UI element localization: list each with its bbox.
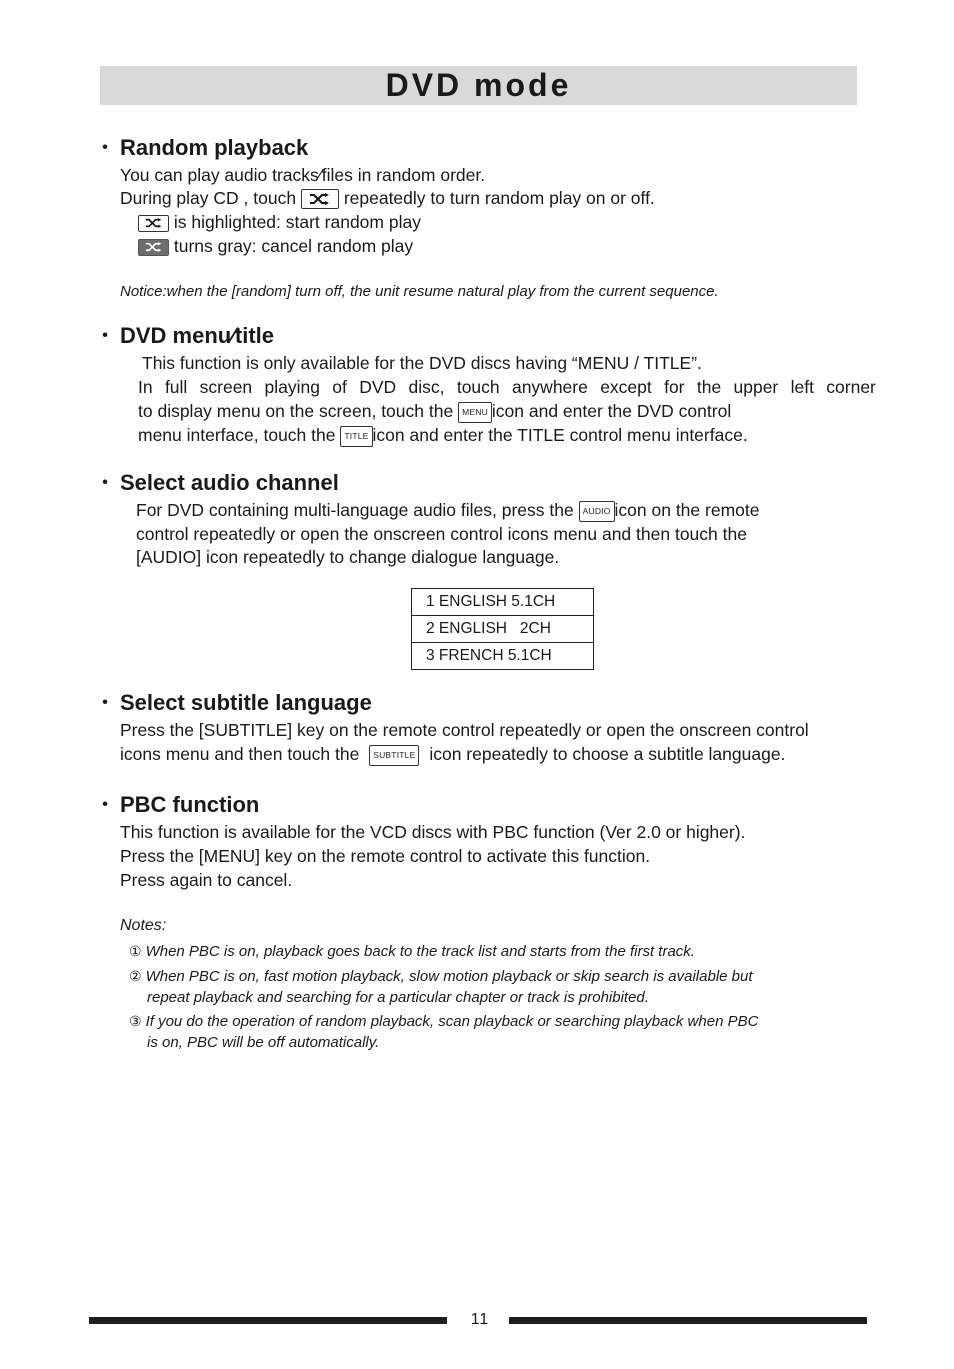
audio-icon: AUDIO: [579, 501, 615, 522]
dvd-menu-line-4-post: icon and enter the TITLE control menu interface.: [372, 425, 748, 445]
title-bar: [100, 66, 857, 105]
note-3-cont: is on, PBC will be off automatically.: [147, 1034, 380, 1051]
dvd-menu-line-1: This function is only available for the DVD discs having “MENU / TITLE”.: [142, 353, 702, 373]
word: full: [164, 377, 188, 397]
dvd-menu-line-2: [138, 375, 876, 399]
page-number: 11: [470, 1311, 490, 1328]
word: DVD: [359, 377, 397, 397]
word: the: [696, 377, 722, 397]
word: screen: [199, 377, 253, 397]
subtitle-line-2: [120, 742, 785, 766]
word: except: [600, 377, 652, 397]
note-text: When PBC is on, playback goes back to the track list and starts from the first track.: [145, 943, 695, 960]
subtitle-line-2-post: icon repeatedly to choose a subtitle language.: [429, 744, 786, 764]
word: In: [138, 377, 153, 397]
random-line-2-pre: During play CD , touch: [120, 188, 297, 208]
page-title: DVD mode: [385, 67, 572, 103]
bullet: •: [102, 474, 108, 491]
random-off-text: turns gray: cancel random play: [173, 236, 414, 256]
audio-line-3: [AUDIO] icon repeatedly to change dialogue language.: [136, 547, 560, 567]
random-line-1: You can play audio tracks⁄files in random order.: [120, 165, 486, 185]
random-on-line: [138, 210, 421, 234]
menu-icon: MENU: [458, 402, 492, 423]
subtitle-icon: SUBTITLE: [369, 745, 419, 766]
random-line-2: [120, 186, 655, 210]
bullet: •: [102, 694, 108, 711]
note-3: [129, 1010, 758, 1033]
table-row: [412, 643, 594, 670]
word: corner: [826, 377, 876, 397]
audio-line-1: [136, 498, 759, 522]
bullet: •: [102, 327, 108, 344]
pbc-line-2: Press the [MENU] key on the remote control to activate this function.: [120, 846, 651, 866]
bullet: •: [102, 796, 108, 813]
word: touch: [456, 377, 500, 397]
footer-bar-left: [89, 1317, 447, 1324]
subtitle-line-2-pre: icons menu and then touch the: [120, 744, 360, 764]
dvd-menu-line-3-post: icon and enter the DVD control: [491, 401, 732, 421]
shuffle-highlighted-icon: [138, 215, 169, 232]
table-row: [412, 589, 594, 616]
note-1: [129, 940, 695, 963]
pbc-line-1: This function is available for the VCD discs with PBC function (Ver 2.0 or higher).: [120, 822, 746, 842]
footer-bar-right: [509, 1317, 867, 1324]
dvd-menu-line-4: [138, 423, 748, 447]
word: disc,: [408, 377, 445, 397]
table-cell: 2 ENGLISH 2CH: [412, 616, 594, 643]
random-off-line: [138, 234, 413, 258]
note-number: ③: [129, 1013, 142, 1029]
random-on-text: is highlighted: start random play: [173, 212, 421, 232]
notes-label: Notes:: [120, 917, 167, 934]
dvd-menu-line-4-pre: menu interface, touch the: [138, 425, 336, 445]
table-cell: 3 FRENCH 5.1CH: [412, 643, 594, 670]
dvd-menu-line-3-pre: to display menu on the screen, touch the: [138, 401, 454, 421]
section-heading-dvd-menu: DVD menu⁄title: [120, 323, 275, 348]
subtitle-line-1: Press the [SUBTITLE] key on the remote control repeatedly or open the onscreen control: [120, 720, 809, 740]
shuffle-gray-icon: [138, 239, 169, 256]
word: anywhere: [511, 377, 588, 397]
audio-line-2: control repeatedly or open the onscreen control icons menu and then touch the: [136, 524, 747, 544]
pbc-line-3: Press again to cancel.: [120, 870, 293, 890]
section-heading-subtitle: Select subtitle language: [120, 690, 372, 715]
word: upper: [733, 377, 779, 397]
note-number: ②: [129, 968, 142, 984]
section-heading-audio: Select audio channel: [120, 470, 339, 495]
section-heading-random: Random playback: [120, 135, 309, 160]
word: for: [664, 377, 685, 397]
title-icon: TITLE: [340, 426, 372, 447]
note-text: When PBC is on, fast motion playback, slow motion playback or skip search is available but: [145, 968, 753, 985]
random-notice: Notice:when the [random] turn off, the unit resume natural play from the current sequence.: [120, 283, 719, 300]
word: of: [332, 377, 347, 397]
dvd-menu-line-3: [138, 399, 731, 423]
note-2-cont: repeat playback and searching for a particular chapter or track is prohibited.: [147, 989, 649, 1006]
audio-language-table: [411, 588, 594, 670]
audio-line-1-pre: For DVD containing multi-language audio files, press the: [136, 500, 574, 520]
bullet: •: [102, 139, 108, 156]
note-number: ①: [129, 943, 142, 959]
table-row: [412, 616, 594, 643]
word: playing: [264, 377, 320, 397]
note-text: If you do the operation of random playback, scan playback or searching playback when PBC: [145, 1013, 759, 1030]
audio-line-1-post: icon on the remote: [614, 500, 760, 520]
section-heading-pbc: PBC function: [120, 792, 260, 817]
table-cell: 1 ENGLISH 5.1CH: [412, 589, 594, 616]
shuffle-icon: [301, 189, 339, 209]
random-line-2-post: repeatedly to turn random play on or off.: [343, 188, 655, 208]
note-2: [129, 965, 753, 988]
word: left: [790, 377, 814, 397]
